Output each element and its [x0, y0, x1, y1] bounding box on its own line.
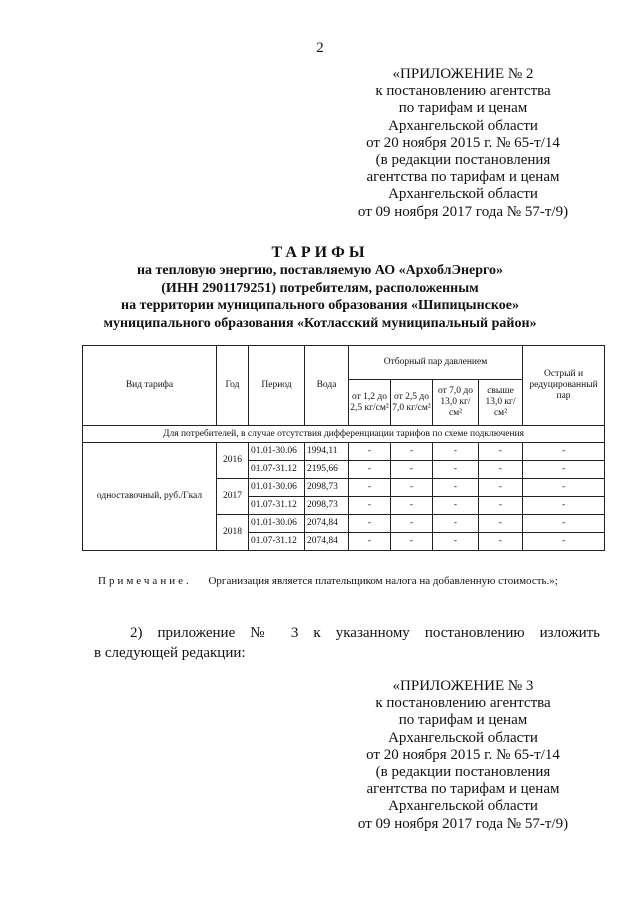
tariffs-table [82, 345, 605, 551]
header-steam-col: свыше 13,0 кг/см² [479, 380, 523, 426]
note-label: Примечание. [98, 575, 192, 587]
steam-cell: - [433, 497, 479, 515]
paragraph-line: в следующей редакции: [94, 645, 246, 661]
water-cell: 2074,84 [305, 533, 349, 551]
sharp-cell: - [523, 515, 605, 533]
header-tariff-type: Вид тарифа [83, 346, 217, 426]
year-cell: 2017 [217, 479, 249, 515]
steam-cell: - [433, 479, 479, 497]
appendix-line: по тарифам и ценам [398, 100, 528, 117]
steam-cell: - [433, 461, 479, 479]
header-steam-col: от 2,5 до 7,0 кг/см² [391, 380, 433, 426]
period-cell: 01.01-30.06 [249, 443, 305, 461]
steam-cell: - [391, 479, 433, 497]
steam-cell: - [391, 461, 433, 479]
steam-cell: - [391, 443, 433, 461]
amendment-paragraph [94, 623, 600, 663]
steam-cell: - [433, 515, 479, 533]
year-cell: 2018 [217, 515, 249, 551]
sharp-cell: - [523, 461, 605, 479]
title-line: на тепловую энергию, поставляемую АО «АрхоблЭнерго» [136, 263, 504, 278]
steam-cell: - [479, 533, 523, 551]
steam-cell: - [479, 443, 523, 461]
header-steam-col: от 1,2 до 2,5 кг/см² [349, 380, 391, 426]
sharp-cell: - [523, 443, 605, 461]
note-text: Организация является плательщиком налога на добавленную стоимость.»; [208, 575, 558, 587]
appendix-line: агентства по тарифам и ценам [366, 169, 560, 186]
steam-cell: - [349, 533, 391, 551]
paragraph-line: 2) приложение № 3 к указанному постановлению изложить [130, 625, 600, 641]
appendix-line: от 09 ноября 2017 года № 57-т/9) [357, 815, 569, 832]
steam-cell: - [349, 497, 391, 515]
appendix-line: Архангельской области [388, 117, 538, 134]
year-cell: 2016 [217, 443, 249, 479]
title-line: (ИНН 2901179251) потребителям, расположенным [161, 280, 479, 296]
appendix-line: к постановлению агентства [375, 695, 551, 712]
appendix-line: к постановлению агентства [375, 83, 551, 100]
water-cell: 2195,66 [305, 461, 349, 479]
appendix-line: «ПРИЛОЖЕНИЕ № 3 [392, 678, 534, 694]
period-cell: 01.01-30.06 [249, 515, 305, 533]
steam-cell: - [349, 515, 391, 533]
period-cell: 01.07-31.12 [249, 497, 305, 515]
water-cell: 2074,84 [305, 515, 349, 533]
tariff-name-cell: одноставочный, руб./Гкал [83, 443, 217, 551]
steam-cell: - [433, 533, 479, 551]
header-sharp-steam: Острый и редуцированный пар [523, 346, 605, 426]
appendix-line: агентства по тарифам и ценам [366, 781, 560, 798]
water-cell: 1994,11 [305, 443, 349, 461]
appendix-3-header [318, 678, 608, 833]
header-water: Вода [305, 346, 349, 426]
appendix-line: от 20 ноября 2015 г. № 65-т/14 [366, 746, 560, 763]
title-heading: ТАРИФЫ [271, 244, 369, 261]
steam-cell: - [479, 461, 523, 479]
steam-cell: - [479, 515, 523, 533]
tariffs-title [60, 243, 580, 332]
page-number: 2 [316, 40, 324, 56]
appendix-line: (в редакции постановления [375, 764, 551, 781]
note [98, 575, 558, 587]
appendix-line: «ПРИЛОЖЕНИЕ № 2 [392, 66, 534, 82]
steam-cell: - [479, 497, 523, 515]
sharp-cell: - [523, 533, 605, 551]
header-period: Период [249, 346, 305, 426]
section-label: Для потребителей, в случае отсутствия дифференциации тарифов по схеме подключения [83, 426, 605, 443]
sharp-cell: - [523, 479, 605, 497]
sharp-cell: - [523, 497, 605, 515]
steam-cell: - [349, 461, 391, 479]
title-line: муниципального образования «Котласский муниципальный район» [103, 315, 537, 331]
appendix-line: (в редакции постановления [375, 152, 551, 169]
water-cell: 2098,73 [305, 479, 349, 497]
appendix-line: Архангельской области [388, 798, 538, 815]
steam-cell: - [433, 443, 479, 461]
steam-cell: - [391, 497, 433, 515]
table-row [83, 443, 605, 461]
header-selected-steam: Отборный пар давлением [349, 346, 523, 380]
appendix-line: от 20 ноября 2015 г. № 65-т/14 [366, 134, 560, 151]
steam-cell: - [479, 479, 523, 497]
period-cell: 01.07-31.12 [249, 533, 305, 551]
steam-cell: - [349, 443, 391, 461]
title-line: на территории муниципального образования «Шипицынское» [121, 298, 519, 313]
steam-cell: - [391, 533, 433, 551]
appendix-line: Архангельской области [388, 186, 538, 203]
period-cell: 01.01-30.06 [249, 479, 305, 497]
header-year: Год [217, 346, 249, 426]
appendix-2-header [318, 66, 608, 221]
steam-cell: - [391, 515, 433, 533]
appendix-line: Архангельской области [388, 729, 538, 746]
steam-cell: - [349, 479, 391, 497]
header-steam-col: от 7,0 до 13,0 кг/см² [433, 380, 479, 426]
appendix-line: от 09 ноября 2017 года № 57-т/9) [357, 203, 569, 220]
period-cell: 01.07-31.12 [249, 461, 305, 479]
appendix-line: по тарифам и ценам [398, 712, 528, 729]
water-cell: 2098,73 [305, 497, 349, 515]
